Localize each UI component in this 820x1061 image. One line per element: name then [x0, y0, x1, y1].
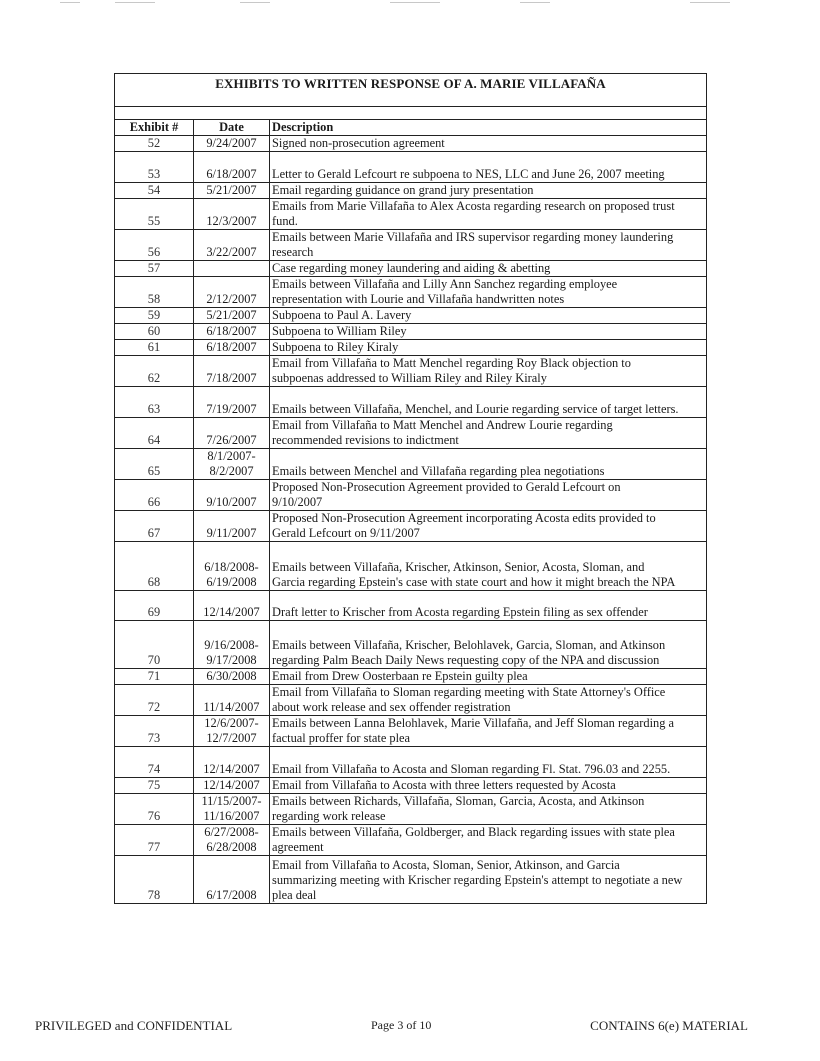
col-header-description: Description [270, 120, 707, 136]
exhibit-description: Emails between Villafaña, Krischer, Belohlavek, Garcia, Sloman, and Atkinson regarding Palm Beach Daily News requesting copy of the NPA and discussion [270, 621, 707, 669]
table-title: EXHIBITS TO WRITTEN RESPONSE OF A. MARIE VILLAFAÑA [115, 74, 707, 107]
footer-confidential: PRIVILEGED and CONFIDENTIAL [35, 1018, 233, 1033]
table-row [115, 324, 707, 340]
exhibit-number: 70 [115, 621, 194, 669]
exhibit-description: Emails between Villafaña, Goldberger, and Black regarding issues with state plea agreement [270, 825, 707, 856]
exhibit-number: 56 [115, 230, 194, 261]
exhibit-description: Proposed Non-Prosecution Agreement provided to Gerald Lefcourt on 9/10/2007 [270, 480, 707, 511]
exhibit-number: 63 [115, 387, 194, 418]
exhibit-description: Email from Drew Oosterbaan re Epstein guilty plea [270, 669, 707, 685]
table-row [115, 716, 707, 747]
exhibit-date: 9/11/2007 [194, 511, 270, 542]
exhibit-number: 60 [115, 324, 194, 340]
table-row [115, 794, 707, 825]
footer-6e-notice: CONTAINS 6(e) MATERIAL [590, 1018, 748, 1033]
exhibit-date: 9/10/2007 [194, 480, 270, 511]
exhibit-date: 12/3/2007 [194, 199, 270, 230]
exhibit-description: Subpoena to Riley Kiraly [270, 340, 707, 356]
exhibit-number: 52 [115, 136, 194, 152]
exhibit-number: 58 [115, 277, 194, 308]
table-row [115, 542, 707, 591]
exhibit-date: 6/27/2008- 6/28/2008 [194, 825, 270, 856]
table-row [115, 480, 707, 511]
table-row [115, 621, 707, 669]
exhibit-number: 55 [115, 199, 194, 230]
table-row [115, 387, 707, 418]
exhibit-date: 12/14/2007 [194, 747, 270, 778]
exhibit-rows [115, 136, 707, 904]
exhibit-date: 5/21/2007 [194, 183, 270, 199]
exhibit-description: Emails between Marie Villafaña and IRS supervisor regarding money laundering research [270, 230, 707, 261]
exhibit-number: 78 [115, 856, 194, 904]
exhibit-description: Subpoena to Paul A. Lavery [270, 308, 707, 324]
exhibit-date: 6/18/2007 [194, 324, 270, 340]
table-row [115, 685, 707, 716]
exhibit-date: 7/26/2007 [194, 418, 270, 449]
table-row [115, 340, 707, 356]
exhibit-description: Draft letter to Krischer from Acosta regarding Epstein filing as sex offender [270, 591, 707, 621]
exhibit-date: 2/12/2007 [194, 277, 270, 308]
exhibit-date: 3/22/2007 [194, 230, 270, 261]
exhibit-description: Case regarding money laundering and aiding & abetting [270, 261, 707, 277]
table-row [115, 511, 707, 542]
table-row [115, 136, 707, 152]
exhibit-description: Emails between Richards, Villafaña, Sloman, Garcia, Acosta, and Atkinson regarding work release [270, 794, 707, 825]
footer-page-number: Page 3 of 10 [371, 1018, 432, 1032]
exhibit-date [194, 261, 270, 277]
exhibit-date: 6/17/2008 [194, 856, 270, 904]
exhibit-number: 62 [115, 356, 194, 387]
exhibit-description: Subpoena to William Riley [270, 324, 707, 340]
exhibit-number: 71 [115, 669, 194, 685]
table-row [115, 261, 707, 277]
exhibit-date: 12/14/2007 [194, 778, 270, 794]
exhibit-description: Email regarding guidance on grand jury presentation [270, 183, 707, 199]
exhibit-date: 6/18/2007 [194, 152, 270, 183]
table-row [115, 591, 707, 621]
scan-edge-marks [0, 0, 820, 6]
exhibit-number: 74 [115, 747, 194, 778]
table-row [115, 418, 707, 449]
table-row [115, 449, 707, 480]
col-header-date: Date [194, 120, 270, 136]
table-row [115, 669, 707, 685]
exhibit-date: 12/6/2007- 12/7/2007 [194, 716, 270, 747]
exhibit-number: 67 [115, 511, 194, 542]
exhibit-date: 9/16/2008- 9/17/2008 [194, 621, 270, 669]
table-row [115, 825, 707, 856]
exhibit-date: 5/21/2007 [194, 308, 270, 324]
exhibit-number: 59 [115, 308, 194, 324]
exhibit-date: 11/14/2007 [194, 685, 270, 716]
exhibit-date: 12/14/2007 [194, 591, 270, 621]
table-row [115, 277, 707, 308]
table-row [115, 356, 707, 387]
exhibit-number: 54 [115, 183, 194, 199]
col-header-exhibit: Exhibit # [115, 120, 194, 136]
table-row [115, 230, 707, 261]
exhibit-number: 66 [115, 480, 194, 511]
exhibit-date: 8/1/2007- 8/2/2007 [194, 449, 270, 480]
exhibit-description: Letter to Gerald Lefcourt re subpoena to NES, LLC and June 26, 2007 meeting [270, 152, 707, 183]
exhibit-description: Emails between Villafaña, Krischer, Atkinson, Senior, Acosta, Sloman, and Garcia regarding Epstein's case with state court and how it might breach the NPA [270, 542, 707, 591]
exhibit-description: Emails between Villafaña, Menchel, and Lourie regarding service of target letters. [270, 387, 707, 418]
exhibit-description: Emails between Menchel and Villafaña regarding plea negotiations [270, 449, 707, 480]
exhibit-number: 61 [115, 340, 194, 356]
exhibit-number: 57 [115, 261, 194, 277]
exhibit-date: 9/24/2007 [194, 136, 270, 152]
exhibit-description: Email from Villafaña to Sloman regarding meeting with State Attorney's Office about work release and sex offender registration [270, 685, 707, 716]
exhibit-date: 6/30/2008 [194, 669, 270, 685]
exhibit-description: Signed non-prosecution agreement [270, 136, 707, 152]
table-row [115, 778, 707, 794]
exhibit-number: 72 [115, 685, 194, 716]
exhibit-description: Proposed Non-Prosecution Agreement incorporating Acosta edits provided to Gerald Lefcourt on 9/11/2007 [270, 511, 707, 542]
exhibit-number: 77 [115, 825, 194, 856]
exhibit-date: 7/18/2007 [194, 356, 270, 387]
exhibit-description: Email from Villafaña to Acosta with three letters requested by Acosta [270, 778, 707, 794]
exhibit-description: Emails between Villafaña and Lilly Ann Sanchez regarding employee representation with Lourie and Villafaña handwritten notes [270, 277, 707, 308]
table-row [115, 183, 707, 199]
exhibit-date: 11/15/2007- 11/16/2007 [194, 794, 270, 825]
exhibit-date: 6/18/2007 [194, 340, 270, 356]
exhibits-table [114, 73, 707, 904]
table-row [115, 199, 707, 230]
table-row [115, 308, 707, 324]
exhibit-description: Email from Villafaña to Acosta, Sloman, Senior, Atkinson, and Garcia summarizing meeting with Krischer regarding Epstein's attempt to negotiate a new plea deal [270, 856, 707, 904]
table-row [115, 747, 707, 778]
exhibit-date: 7/19/2007 [194, 387, 270, 418]
exhibit-number: 75 [115, 778, 194, 794]
exhibit-date: 6/18/2008- 6/19/2008 [194, 542, 270, 591]
exhibit-description: Emails from Marie Villafaña to Alex Acosta regarding research on proposed trust fund. [270, 199, 707, 230]
table-row [115, 856, 707, 904]
exhibit-description: Email from Villafaña to Matt Menchel regarding Roy Black objection to subpoenas addressed to William Riley and Riley Kiraly [270, 356, 707, 387]
exhibit-description: Email from Villafaña to Matt Menchel and Andrew Lourie regarding recommended revisions to indictment [270, 418, 707, 449]
exhibit-description: Emails between Lanna Belohlavek, Marie Villafaña, and Jeff Sloman regarding a factual proffer for state plea [270, 716, 707, 747]
title-spacer [115, 107, 707, 120]
exhibit-number: 64 [115, 418, 194, 449]
exhibit-number: 73 [115, 716, 194, 747]
exhibit-number: 76 [115, 794, 194, 825]
exhibit-number: 53 [115, 152, 194, 183]
table-row [115, 152, 707, 183]
exhibit-number: 68 [115, 542, 194, 591]
exhibit-description: Email from Villafaña to Acosta and Sloman regarding Fl. Stat. 796.03 and 2255. [270, 747, 707, 778]
exhibit-number: 69 [115, 591, 194, 621]
exhibit-number: 65 [115, 449, 194, 480]
